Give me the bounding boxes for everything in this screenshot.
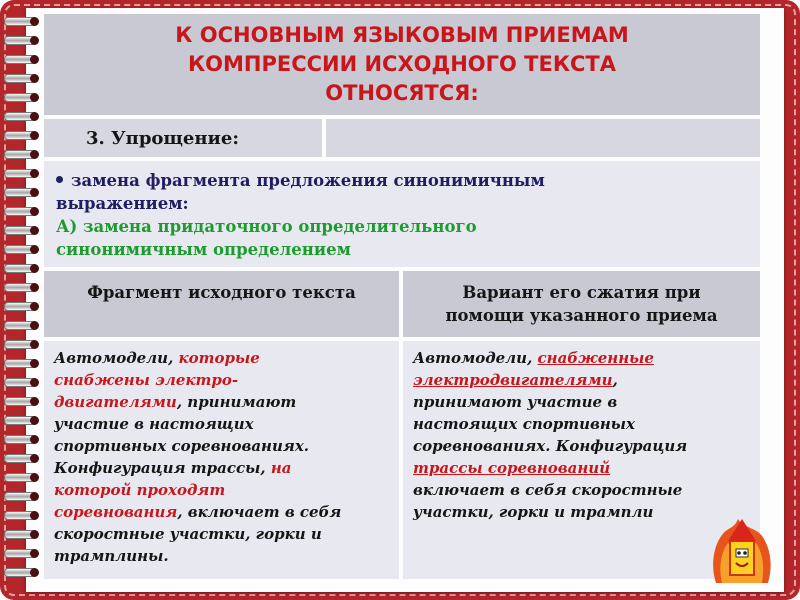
bullet-icon bbox=[56, 176, 63, 183]
binder-ring bbox=[4, 470, 42, 484]
source-text: Автомодели, которые снабжены электро- двигателями, принимают участие в настоящих спортивных соревнованиях. Конфигурация трассы, на которой проходят соревнования, включает в себя скоростные участки, горки и трамплины. bbox=[54, 349, 342, 565]
binder-ring bbox=[4, 280, 42, 294]
binder-ring bbox=[4, 394, 42, 408]
binder-ring bbox=[4, 356, 42, 370]
mascot-icon bbox=[708, 505, 776, 585]
source-text-cell bbox=[44, 341, 399, 579]
binder-ring bbox=[4, 375, 42, 389]
definition-subtype: А) замена придаточного определительного bbox=[56, 217, 477, 236]
binder-ring bbox=[4, 337, 42, 351]
title-line: КОМПРЕССИИ ИСХОДНОГО ТЕКСТА bbox=[187, 52, 617, 76]
binder-ring bbox=[4, 508, 42, 522]
binder-ring bbox=[4, 52, 42, 66]
binder-ring bbox=[4, 14, 42, 28]
binder-ring bbox=[4, 318, 42, 332]
binder-ring bbox=[4, 109, 42, 123]
subtitle: 3. Упрощение: bbox=[86, 127, 239, 149]
binder-ring bbox=[4, 261, 42, 275]
subtitle-cell bbox=[44, 119, 322, 157]
binder-ring bbox=[4, 242, 42, 256]
binder-ring bbox=[4, 71, 42, 85]
column-header-label: Фрагмент исходного текста bbox=[87, 283, 356, 302]
column-header-compressed bbox=[403, 271, 760, 337]
binder-ring bbox=[4, 128, 42, 142]
binder-ring bbox=[4, 299, 42, 313]
binder-ring bbox=[4, 565, 42, 579]
binder-ring bbox=[4, 33, 42, 47]
column-header-source bbox=[44, 271, 399, 337]
binder-ring bbox=[4, 527, 42, 541]
column-header-label: помощи указанного приема bbox=[445, 306, 718, 325]
binder-ring bbox=[4, 546, 42, 560]
slide-title bbox=[102, 21, 702, 108]
title-bar bbox=[44, 14, 760, 115]
definition-line: выражением: bbox=[56, 194, 189, 213]
binder-ring bbox=[4, 413, 42, 427]
definition-line: замена фрагмента предложения синонимичным bbox=[71, 171, 545, 190]
binder-ring bbox=[4, 147, 42, 161]
definition-block bbox=[44, 161, 760, 267]
binder-ring bbox=[4, 432, 42, 446]
definition-text bbox=[56, 169, 736, 261]
binder-ring bbox=[4, 90, 42, 104]
compressed-text: Автомодели, снабженные электродвигателями, принимают участие в настоящих спортивных соревнованиях. Конфигурация трассы соревнований включает в себя скоростные участки, горки и трампли bbox=[413, 349, 688, 521]
binder-ring bbox=[4, 185, 42, 199]
title-line: К ОСНОВНЫМ ЯЗЫКОВЫМ ПРИЕМАМ bbox=[175, 23, 629, 47]
empty-cell bbox=[326, 119, 760, 157]
binder-ring bbox=[4, 489, 42, 503]
binder-ring bbox=[4, 451, 42, 465]
spiral-binding bbox=[4, 14, 44, 590]
title-line: ОТНОСЯТСЯ: bbox=[325, 81, 479, 105]
binder-ring bbox=[4, 166, 42, 180]
compressed-text-cell bbox=[403, 341, 760, 579]
definition-subtype: синонимичным определением bbox=[56, 240, 351, 259]
column-header-label: Вариант его сжатия при bbox=[462, 283, 701, 302]
binder-ring bbox=[4, 204, 42, 218]
binder-ring bbox=[4, 223, 42, 237]
